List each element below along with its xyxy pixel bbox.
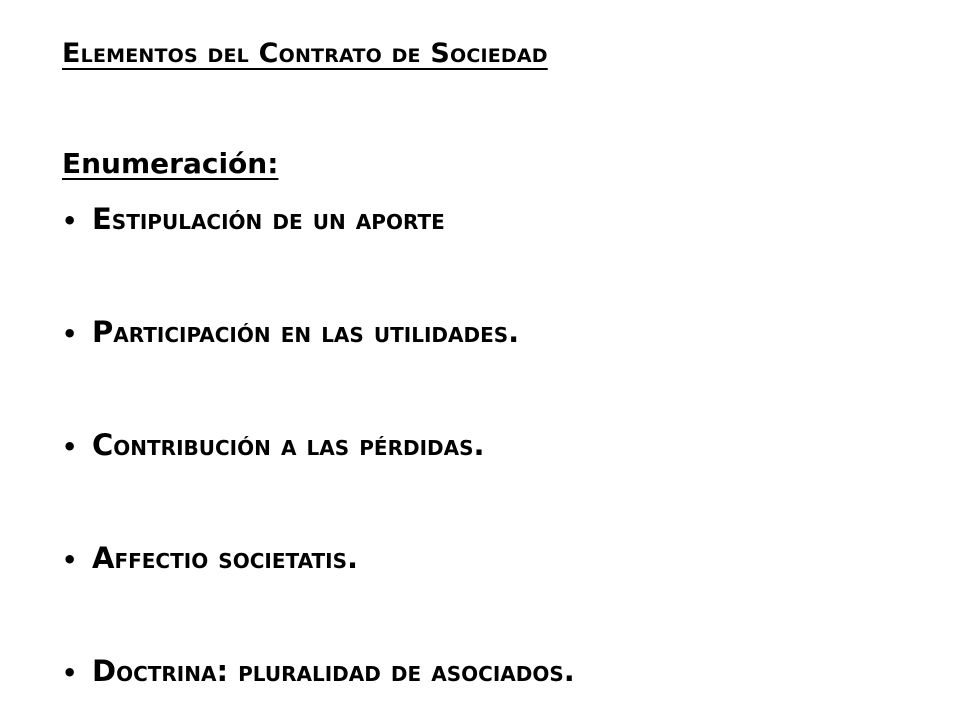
bullet-label: Affectio societatis. xyxy=(92,541,358,575)
bullet-icon: • xyxy=(62,546,78,574)
slide-subtitle: Enumeración: xyxy=(62,147,279,180)
bullet-icon: • xyxy=(62,207,78,235)
bullet-icon: • xyxy=(62,320,78,348)
bullet-item xyxy=(62,202,922,258)
bullet-label: Doctrina: pluralidad de asociados. xyxy=(92,654,575,688)
bullet-item xyxy=(62,428,922,484)
bullet-list xyxy=(62,202,922,710)
slide-title: Elementos del Contrato de Sociedad xyxy=(62,38,548,69)
bullet-item xyxy=(62,541,922,597)
bullet-item xyxy=(62,654,922,710)
bullet-item xyxy=(62,315,922,371)
bullet-icon: • xyxy=(62,433,78,461)
bullet-label: Estipulación de un aporte xyxy=(92,202,445,236)
bullet-icon: • xyxy=(62,659,78,687)
bullet-label: Contribución a las pérdidas. xyxy=(92,428,485,462)
bullet-label: Participación en las utilidades. xyxy=(92,315,520,349)
